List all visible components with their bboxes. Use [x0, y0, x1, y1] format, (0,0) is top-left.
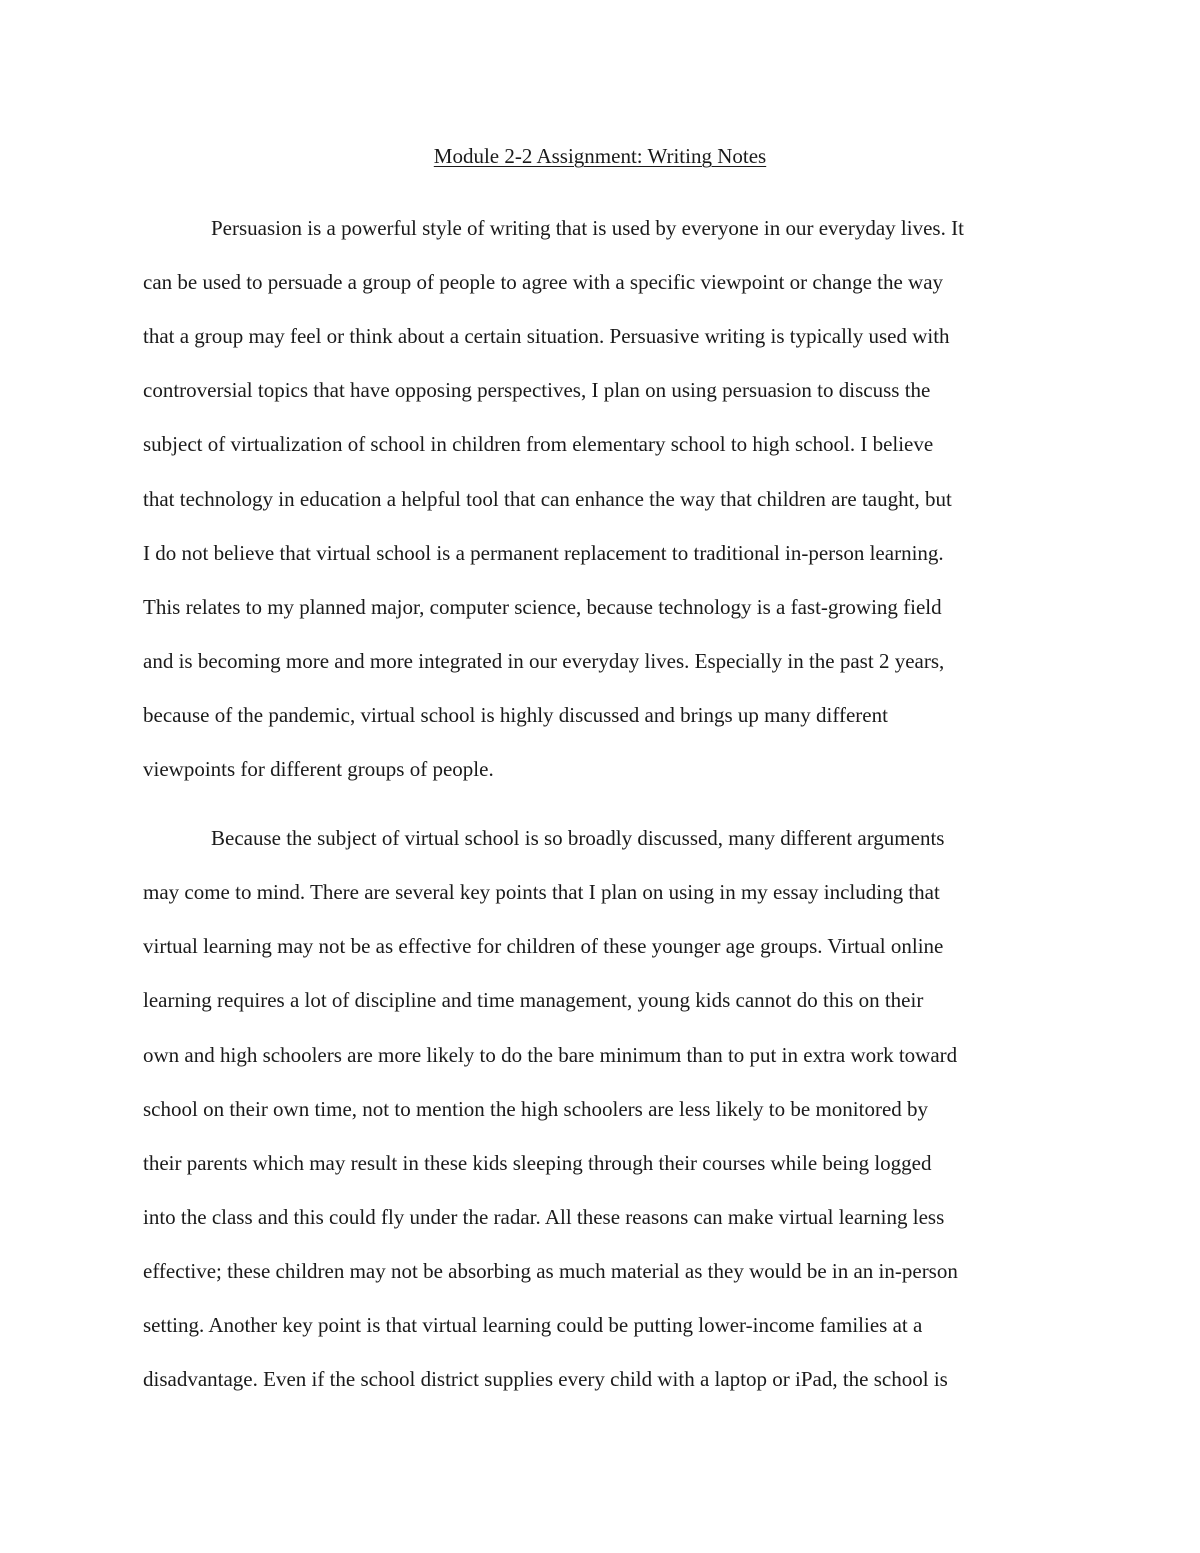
document-title: Module 2-2 Assignment: Writing Notes: [433, 144, 767, 168]
paragraph-1-line-9: and is becoming more and more integrated in our everyday lives. Especially in the past 2 years,: [143, 649, 945, 673]
paragraph-2-line-8: into the class and this could fly under the radar. All these reasons can make virtual learning less: [143, 1205, 945, 1229]
paragraph-2-line-10: setting. Another key point is that virtual learning could be putting lower-income families at a: [143, 1313, 923, 1337]
paragraph-2-line-5: own and high schoolers are more likely to do the bare minimum than to put in extra work toward: [143, 1043, 958, 1067]
paragraph-2-line-6: school on their own time, not to mention the high schoolers are less likely to be monitored by: [143, 1097, 929, 1121]
paragraph-1-line-6: that technology in education a helpful tool that can enhance the way that children are taught, but: [143, 487, 952, 511]
paragraph-1-line-7: I do not believe that virtual school is a permanent replacement to traditional in-person learning.: [143, 541, 944, 565]
paragraph-1-line-4: controversial topics that have opposing perspectives, I plan on using persuasion to discuss the: [143, 378, 931, 402]
paragraph-2-line-9: effective; these children may not be absorbing as much material as they would be in an in-person: [143, 1259, 958, 1283]
paragraph-2-line-11: disadvantage. Even if the school district supplies every child with a laptop or iPad, the school is: [143, 1367, 948, 1391]
paragraph-1-line-3: that a group may feel or think about a certain situation. Persuasive writing is typically used with: [143, 324, 950, 348]
paragraph-1-line-1: Persuasion is a powerful style of writing that is used by everyone in our everyday lives. It: [211, 216, 964, 240]
paragraph-2-line-7: their parents which may result in these kids sleeping through their courses while being logged: [143, 1151, 932, 1175]
paragraph-2-line-3: virtual learning may not be as effective for children of these younger age groups. Virtual online: [143, 934, 944, 958]
paragraph-1-line-11: viewpoints for different groups of people.: [143, 757, 494, 781]
paragraph-1-line-10: because of the pandemic, virtual school is highly discussed and brings up many different: [143, 703, 888, 727]
paragraph-2-line-1: Because the subject of virtual school is so broadly discussed, many different arguments: [211, 826, 945, 850]
paragraph-2-line-4: learning requires a lot of discipline and time management, young kids cannot do this on their: [143, 988, 924, 1012]
paragraph-1-line-8: This relates to my planned major, computer science, because technology is a fast-growing field: [143, 595, 942, 619]
paragraph-1-line-5: subject of virtualization of school in children from elementary school to high school. I believe: [143, 432, 934, 456]
paragraph-1-line-2: can be used to persuade a group of people to agree with a specific viewpoint or change the way: [143, 270, 944, 294]
paragraph-2-line-2: may come to mind. There are several key points that I plan on using in my essay including that: [143, 880, 940, 904]
